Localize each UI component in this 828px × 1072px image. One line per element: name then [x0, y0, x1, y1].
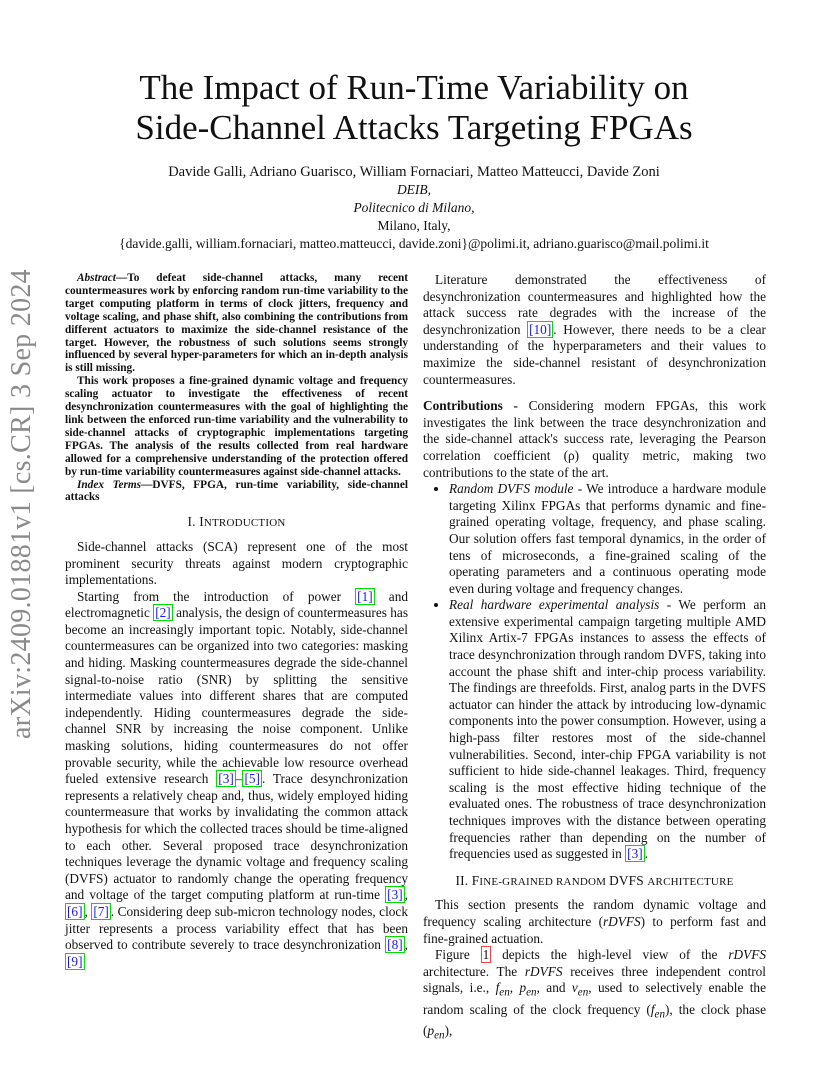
citation-link[interactable]: [9]	[67, 953, 83, 969]
architecture-paragraph-1	[423, 897, 766, 947]
citation-link[interactable]: [2]	[155, 605, 171, 621]
math-symbol: f	[495, 980, 500, 996]
citation-link[interactable]: [1]	[357, 588, 373, 604]
text: receives three independent control signals, i.e.,	[423, 963, 766, 996]
text: INE-GRAINED RANDOM	[479, 875, 610, 888]
text: depicts the high-level view of the	[491, 947, 729, 963]
citation-link[interactable]: [7]	[93, 903, 109, 919]
text: , and	[536, 980, 572, 996]
bullet-label: Real hardware experimental analysis	[449, 597, 660, 613]
text: . However, there needs to be a clear understanding of the hyperparameters and their values to maximize the side-channel resistant of desynchronization countermeasures.	[423, 321, 766, 387]
intro-paragraph-1: Side-channel attacks (SCA) represent one of the most prominent security threats against modern cryptographic implementations.	[65, 538, 408, 588]
intro-paragraph-2	[65, 589, 408, 971]
text: . Considering deep sub-micron technology nodes, clock jitter represents a process variability effect that has been observed to contribute severely to trace desynchronization	[65, 903, 408, 953]
left-column	[65, 272, 408, 970]
arxiv-identifier-stamp: arXiv:2409.01881v1 [cs.CR] 3 Sep 2024	[6, 269, 37, 739]
citation-link[interactable]: [6]	[67, 903, 83, 919]
text: and electromagnetic	[65, 588, 408, 621]
text: . Trace desynchronization represents a relatively cheap and, thus, widely employed hiding countermeasure that works by invalidating the common attack hypothesis for which the collected traces should be time-aligned to each other. Several proposed trace desynchronization techniques leverage the dynamic voltage and frequency scaling (DVFS) actuator to randomly change the operating frequency and voltage of the target computing platform at run-time	[65, 771, 408, 903]
citation-link[interactable]: [3]	[627, 846, 643, 862]
index-terms	[65, 479, 408, 505]
citation-link[interactable]: [8]	[387, 937, 403, 953]
math-subscript: en	[654, 1008, 665, 1021]
city: Milano, Italy,	[377, 218, 451, 233]
literature-paragraph	[423, 272, 766, 388]
department: DEIB,	[396, 182, 432, 197]
bullet-label: Random DVFS module	[449, 481, 574, 497]
paper-title	[64, 68, 764, 148]
text: ,	[84, 903, 92, 919]
contributions-list	[423, 481, 766, 863]
math-symbol: v	[571, 980, 578, 996]
citation-link[interactable]: [10]	[529, 321, 552, 337]
architecture-paragraph-2	[423, 947, 766, 1044]
section-1-number: I.	[187, 514, 196, 530]
text: analysis, the design of countermeasures has become an increasingly important topic. Notably, side-channel countermeasures can be organized into two categories: masking and hiding. Masking countermeasures degrade the side-channel signal-to-noise ratio (SNR) by splitting the sensitive intermediate values into different shares that are computed independently. Hiding countermeasures degrade the side-channel SNR by increasing the noise component. Unlike masking solutions, hiding countermeasures do not offer provable security, while the achievable low resource overhead fueled extensive research	[65, 605, 408, 787]
text: Literature demonstrated the effectiveness of desynchronization countermeasures and highlighted how the attack success rate degrades with the increase of the desynchronization	[423, 272, 766, 337]
text: ARCHITECTURE	[647, 875, 734, 888]
text: .	[644, 846, 648, 862]
text: ) to perform fast and fine-grained actuation.	[423, 913, 766, 946]
section-1-title-first: I	[199, 514, 204, 530]
text: ,	[404, 887, 408, 903]
citation-link[interactable]: [3]	[387, 887, 403, 903]
math-symbol: p	[427, 1022, 435, 1038]
text: ),	[444, 1022, 453, 1038]
text: rDVFS	[603, 913, 641, 929]
math-subscript: en	[499, 987, 510, 999]
figure-reference-link[interactable]: 1	[482, 947, 490, 963]
text: rDVFS	[728, 947, 766, 963]
math-symbol: f	[650, 1001, 655, 1017]
math-subscript: en	[526, 987, 537, 999]
text: ,	[509, 980, 520, 996]
text: ,	[404, 937, 408, 953]
abstract-label: Abstract	[77, 272, 116, 284]
contributions-label: Contributions -	[423, 398, 518, 414]
text: Figure	[435, 947, 481, 963]
text: - We introduce a hardware module targeting Xilinx FPGAs that performs dynamic and fine-grained operating voltage, frequency, and phase scaling. Our solution offers fast temporal dynamics, in the order of tens of microseconds, a fine-grained scaling of the operating parameters and a continuous operating mode even during voltage and frequency changes.	[449, 481, 767, 596]
citation-link[interactable]: [3]	[218, 771, 234, 787]
text: ), the clock phase (	[423, 1001, 766, 1038]
abstract-paragraph-1	[65, 272, 408, 375]
title-line-1: The Impact of Run-Time Variability on	[139, 68, 689, 107]
text: –	[235, 771, 243, 787]
text: F	[471, 872, 480, 888]
title-line-2: Side-Channel Attacks Targeting FPGAs	[135, 108, 693, 147]
text: Starting from the introduction of power	[77, 588, 356, 604]
list-item	[449, 481, 766, 597]
email-list: {davide.galli, william.fornaciari, matteo.matteucci, davide.zoni}@polimi.it, adriano.guarisco@mail.polimi.it	[119, 236, 709, 251]
text: , used to selectively enable the random scaling of the clock frequency (	[423, 980, 766, 1017]
math-symbol: p	[519, 980, 527, 996]
section-2-heading	[423, 873, 766, 891]
author-list: Davide Galli, Adriano Guarisco, William Fornaciari, Matteo Matteucci, Davide Zoni	[168, 164, 660, 180]
list-item	[449, 597, 766, 863]
citation-link[interactable]: [5]	[244, 771, 260, 787]
math-subscript: en	[577, 987, 589, 999]
abstract-text-1: —To defeat side-channel attacks, many recent countermeasures work by enforcing random run-time variability to the target computing platform in terms of clock jitters, frequency and voltage scaling, and phase shift, also combining the contributions from different actuators to maximize the side-channel resistance of the target. However, the robustness of such solutions seems strongly influenced by several hyper-parameters for which an in-depth analysis is still missing.	[65, 272, 408, 375]
institution: Politecnico di Milano,	[353, 200, 475, 215]
index-terms-label: Index Terms	[77, 478, 142, 491]
section-2-number: II.	[455, 872, 469, 888]
text: rDVFS	[524, 963, 563, 979]
text: DVFS	[609, 872, 648, 888]
text: Considering modern FPGAs, this work investigates the link between the trace desynchronization and the side-channel attack's success rate, leveraging the Pearson correlation coefficient (ρ) quality metric, making two contributions to the state of the art.	[423, 398, 766, 480]
right-column	[423, 272, 766, 1044]
text: architecture. The	[423, 963, 525, 979]
math-subscript: en	[434, 1029, 445, 1042]
text: This section presents the random dynamic voltage and frequency scaling architecture (	[423, 897, 766, 929]
affiliation	[64, 181, 764, 253]
text: - We perform an extensive experimental campaign targeting multiple AMD Xilinx Artix-7 FPGAs instances to assess the effects of trace desynchronization through random DVFS, taking into account the phase shift and inter-chip process variability. The findings are threefolds. First, analog parts in the DVFS actuator can hinder the attack by introducing low-dynamic components into the power consumption. However, using a high-pass filter restores most of the side-channel vulnerabilities. Second, inter-chip FPGA variability is not sufficient to hide side-channel leakages. Third, frequency scaling is the most effective hiding technique of the evaluated ones. The robustness of trace desynchronization techniques improves with the distance between operating frequencies rather than depending on the number of frequencies used as suggested in	[449, 597, 766, 862]
abstract-paragraph-2: This work proposes a fine-grained dynamic voltage and frequency scaling actuator to investigate the effectiveness of recent desynchronization countermeasures with the goal of highlighting the link between the enforced run-time variability and the vulnerability to side-channel attacks of cryptographic implementations targeting FPGAs. The analysis of the results collected from real hardware allowed for a comprehensive understanding of the protection offered by run-time variability countermeasures against side-channel attacks.	[65, 375, 408, 478]
section-1-title-rest: NTRODUCTION	[203, 517, 286, 530]
contributions-paragraph	[423, 398, 766, 481]
index-terms-text: —DVFS, FPGA, run-time variability, side-channel attacks	[65, 478, 408, 504]
section-1-heading	[65, 514, 408, 532]
